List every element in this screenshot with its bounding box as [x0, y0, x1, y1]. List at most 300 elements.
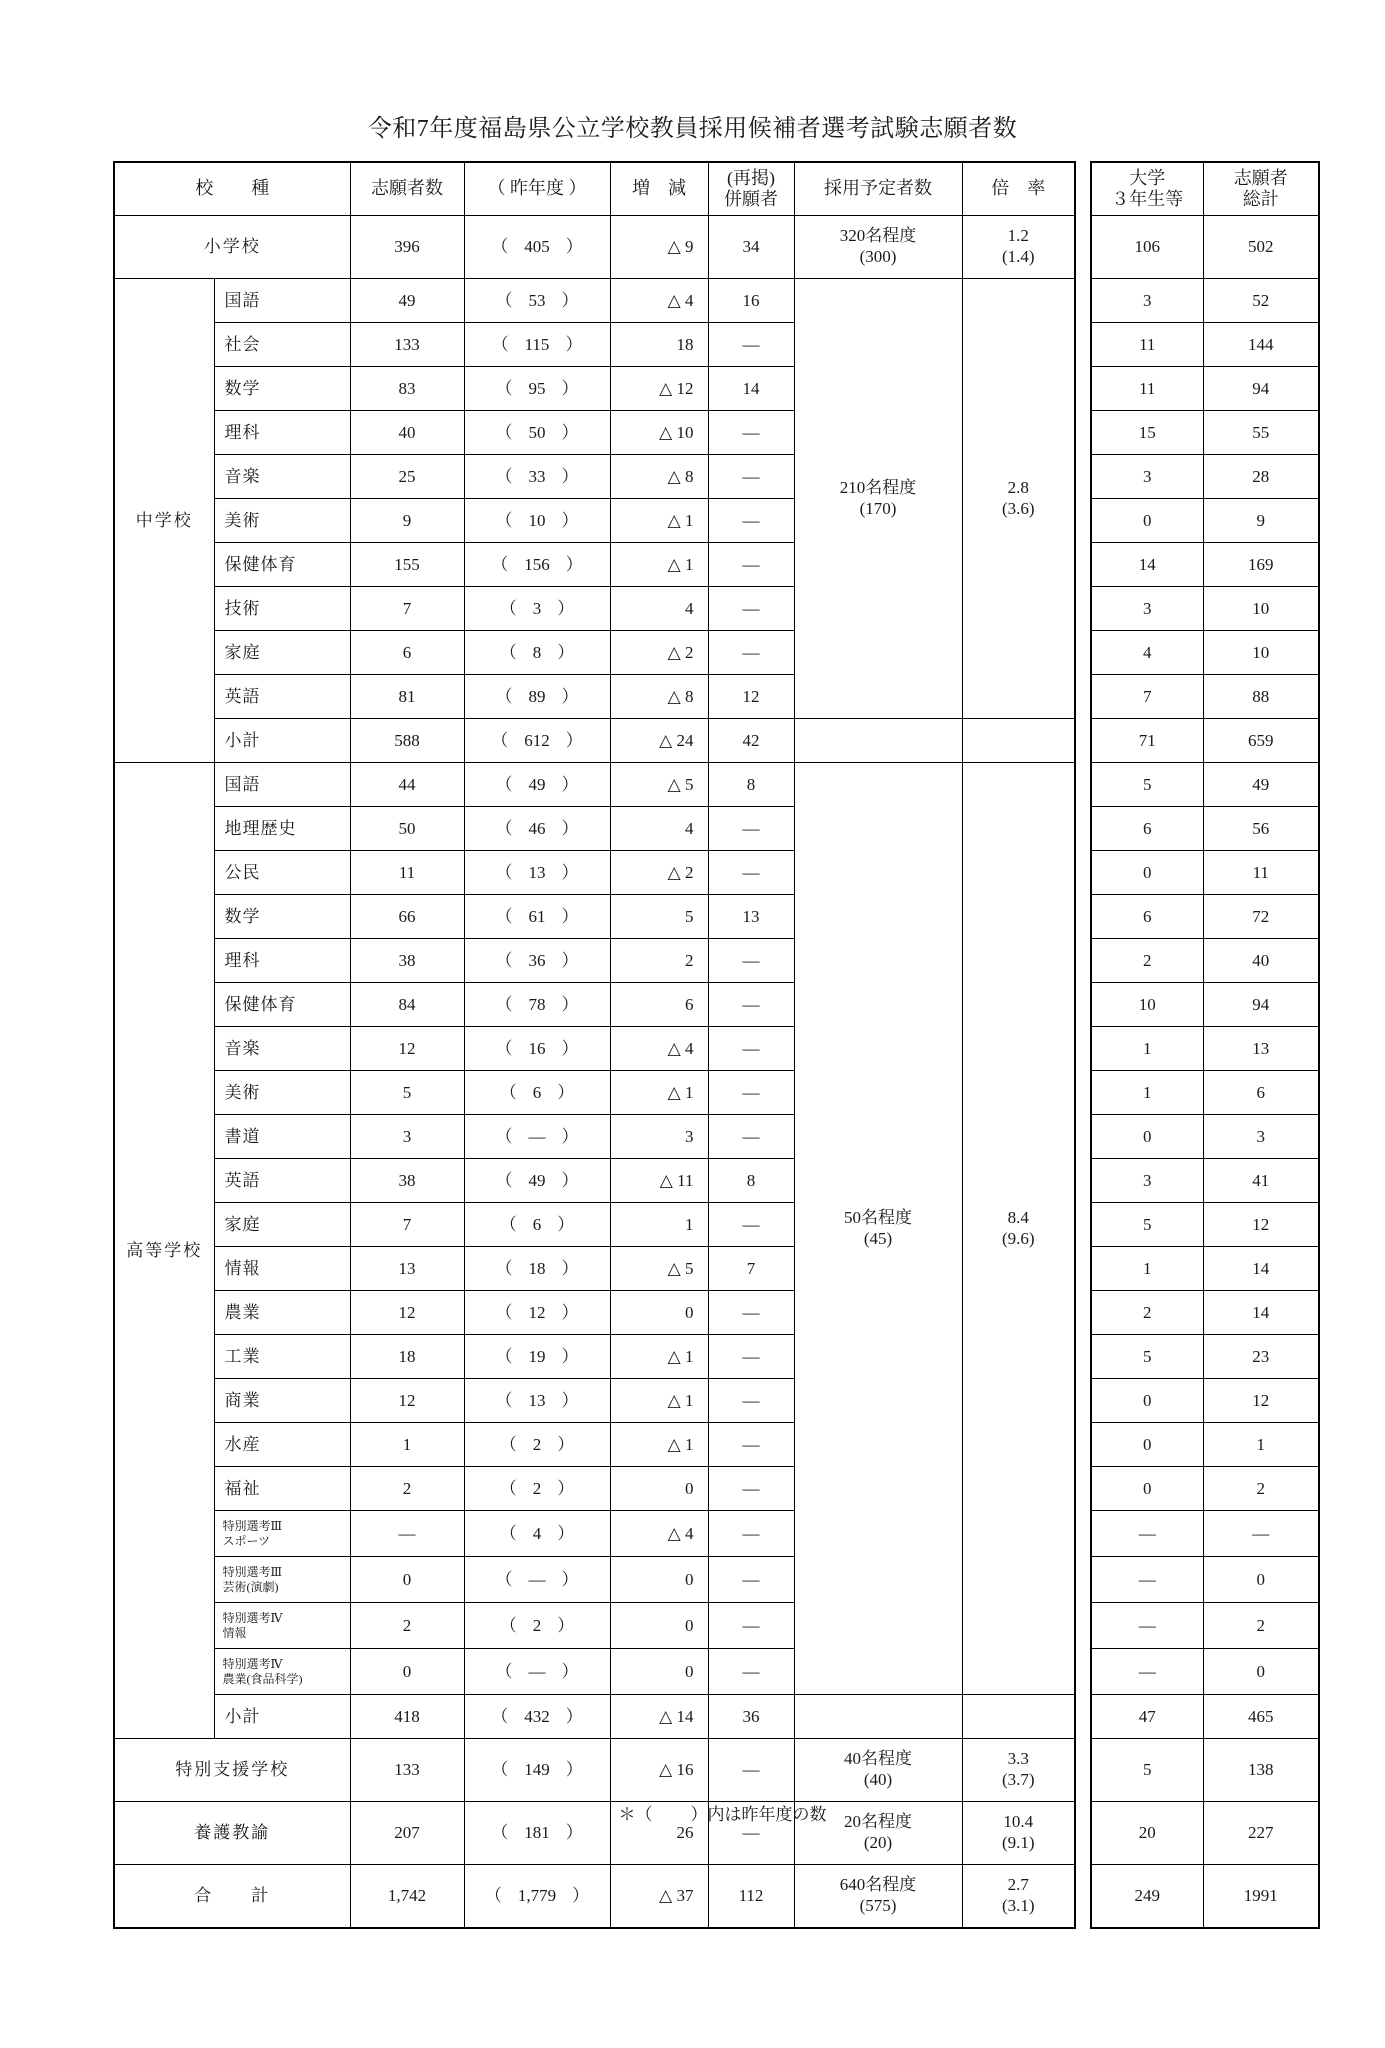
cell-previous-year: （ 405 ） [464, 216, 610, 279]
cell-previous-year: （ 89 ） [464, 675, 610, 719]
table-header-row [114, 162, 1075, 216]
cell-previous-year: （ 8 ） [464, 631, 610, 675]
side-table-row [1091, 411, 1319, 455]
cell-change: △ 10 [610, 411, 708, 455]
side-table-row [1091, 367, 1319, 411]
footnote-suffix: ）内は昨年度の数 [690, 1805, 827, 1824]
row-subject: 小計 [214, 1695, 350, 1739]
side-table-row [1091, 1027, 1319, 1071]
cell-change: 0 [610, 1649, 708, 1695]
cell-change: 26 [610, 1802, 708, 1865]
row-category-0: 小学校 [114, 216, 350, 279]
side-table-row [1091, 1203, 1319, 1247]
cell-grand-total: 49 [1203, 763, 1319, 807]
cell-university-3rd-year: 1 [1091, 1247, 1203, 1291]
cell-applicants: 81 [350, 675, 464, 719]
cell-university-3rd-year: 15 [1091, 411, 1203, 455]
side-table-row [1091, 1649, 1319, 1695]
side-header-row [1091, 162, 1319, 216]
row-subject: 音楽 [214, 1027, 350, 1071]
cell-applicants: 3 [350, 1115, 464, 1159]
cell-previous-year: （ 16 ） [464, 1027, 610, 1071]
cell-dual-applicants: — [708, 1027, 794, 1071]
side-table-row [1091, 499, 1319, 543]
row-subject: 特別選考Ⅳ 農業(食品科学) [214, 1649, 350, 1695]
cell-change: 3 [610, 1115, 708, 1159]
cell-dual-applicants: 8 [708, 1159, 794, 1203]
side-table-row [1091, 455, 1319, 499]
side-table-row [1091, 1291, 1319, 1335]
cell-previous-year: （ — ） [464, 1115, 610, 1159]
cell-grand-total: 12 [1203, 1379, 1319, 1423]
side-table-row [1091, 1557, 1319, 1603]
cell-ratio: 8.4 (9.6) [962, 763, 1075, 1695]
cell-applicants: 13 [350, 1247, 464, 1291]
cell-dual-applicants: 112 [708, 1865, 794, 1929]
cell-change: 1 [610, 1203, 708, 1247]
cell-previous-year: （ 50 ） [464, 411, 610, 455]
row-subject: 福祉 [214, 1467, 350, 1511]
cell-university-3rd-year: 47 [1091, 1695, 1203, 1739]
cell-dual-applicants: — [708, 1802, 794, 1865]
cell-grand-total: 55 [1203, 411, 1319, 455]
cell-previous-year: （ 33 ） [464, 455, 610, 499]
cell-change: 0 [610, 1467, 708, 1511]
footnote-prefix: ＊（ [618, 1805, 653, 1824]
cell-applicants: 66 [350, 895, 464, 939]
cell-grand-total: 14 [1203, 1291, 1319, 1335]
cell-grand-total: — [1203, 1511, 1319, 1557]
cell-university-3rd-year: 0 [1091, 1379, 1203, 1423]
cell-applicants: 133 [350, 323, 464, 367]
cell-grand-total: 52 [1203, 279, 1319, 323]
side-table-row [1091, 1467, 1319, 1511]
cell-applicants: 155 [350, 543, 464, 587]
row-subject: 水産 [214, 1423, 350, 1467]
cell-applicants: 6 [350, 631, 464, 675]
cell-grand-total: 23 [1203, 1335, 1319, 1379]
cell-grand-total: 13 [1203, 1027, 1319, 1071]
cell-change: 0 [610, 1603, 708, 1649]
side-table-row [1091, 851, 1319, 895]
cell-change: 4 [610, 587, 708, 631]
cell-grand-total: 2 [1203, 1467, 1319, 1511]
cell-university-3rd-year: 5 [1091, 1335, 1203, 1379]
row-subject: 技術 [214, 587, 350, 631]
cell-previous-year: （ 3 ） [464, 587, 610, 631]
row-subject: 家庭 [214, 631, 350, 675]
cell-ratio: 10.4 (9.1) [962, 1802, 1075, 1865]
cell-university-3rd-year: 11 [1091, 323, 1203, 367]
cell-applicants: 1,742 [350, 1865, 464, 1929]
side-table-row [1091, 587, 1319, 631]
cell-grand-total: 1 [1203, 1423, 1319, 1467]
cell-planned-hires: 50名程度 (45) [794, 763, 962, 1695]
cell-applicants: 396 [350, 216, 464, 279]
cell-applicants: 2 [350, 1603, 464, 1649]
side-table-row [1091, 1247, 1319, 1291]
side-table-row [1091, 895, 1319, 939]
cell-applicants: 38 [350, 939, 464, 983]
row-subject: 工業 [214, 1335, 350, 1379]
cell-dual-applicants: 36 [708, 1695, 794, 1739]
cell-change: △ 1 [610, 1335, 708, 1379]
side-table-row [1091, 1159, 1319, 1203]
row-subject: 数学 [214, 895, 350, 939]
cell-applicants: 418 [350, 1695, 464, 1739]
cell-applicants: 38 [350, 1159, 464, 1203]
cell-applicants: 588 [350, 719, 464, 763]
side-table-row [1091, 719, 1319, 763]
cell-dual-applicants: 42 [708, 719, 794, 763]
cell-previous-year: （ 2 ） [464, 1467, 610, 1511]
cell-grand-total: 88 [1203, 675, 1319, 719]
cell-grand-total: 138 [1203, 1739, 1319, 1802]
cell-previous-year: （ 78 ） [464, 983, 610, 1027]
applicant-statistics-table-wrapper [113, 161, 1320, 1929]
cell-planned-hires: 640名程度 (575) [794, 1865, 962, 1929]
cell-previous-year: （ 115 ） [464, 323, 610, 367]
row-subject: 商業 [214, 1379, 350, 1423]
cell-university-3rd-year: 3 [1091, 587, 1203, 631]
cell-applicants: 12 [350, 1027, 464, 1071]
cell-grand-total: 72 [1203, 895, 1319, 939]
row-subject: 家庭 [214, 1203, 350, 1247]
cell-university-3rd-year: 3 [1091, 279, 1203, 323]
side-table-row [1091, 939, 1319, 983]
side-table-row [1091, 1603, 1319, 1649]
side-table-row [1091, 279, 1319, 323]
header-change: 増 減 [610, 162, 708, 216]
side-table-row [1091, 543, 1319, 587]
cell-previous-year: （ 156 ） [464, 543, 610, 587]
cell-previous-year: （ — ） [464, 1649, 610, 1695]
cell-change: △ 8 [610, 455, 708, 499]
cell-ratio: 1.2 (1.4) [962, 216, 1075, 279]
header-previous-year: （ 昨年度 ） [464, 162, 610, 216]
cell-applicants: 1 [350, 1423, 464, 1467]
cell-change: △ 12 [610, 367, 708, 411]
row-subject: 特別選考Ⅲ 芸術(演劇) [214, 1557, 350, 1603]
row-subject: 農業 [214, 1291, 350, 1335]
cell-university-3rd-year: 0 [1091, 1423, 1203, 1467]
cell-ratio: 2.8 (3.6) [962, 279, 1075, 719]
cell-dual-applicants: — [708, 1603, 794, 1649]
cell-change: 6 [610, 983, 708, 1027]
cell-change: △ 4 [610, 1511, 708, 1557]
cell-applicants: 84 [350, 983, 464, 1027]
cell-previous-year: （ 149 ） [464, 1739, 610, 1802]
cell-previous-year: （ 12 ） [464, 1291, 610, 1335]
cell-change: △ 1 [610, 1071, 708, 1115]
side-table-row [1091, 763, 1319, 807]
side-table-row [1091, 1115, 1319, 1159]
cell-dual-applicants: — [708, 1739, 794, 1802]
cell-change: 18 [610, 323, 708, 367]
header-planned-hires: 採用予定者数 [794, 162, 962, 216]
cell-previous-year: （ 10 ） [464, 499, 610, 543]
cell-grand-total: 0 [1203, 1649, 1319, 1695]
side-table-row [1091, 983, 1319, 1027]
table-row [114, 1695, 1075, 1739]
cell-dual-applicants: — [708, 1335, 794, 1379]
cell-change: △ 4 [610, 1027, 708, 1071]
side-table-row [1091, 1423, 1319, 1467]
cell-change: △ 5 [610, 763, 708, 807]
cell-grand-total: 10 [1203, 631, 1319, 675]
cell-dual-applicants: — [708, 1511, 794, 1557]
cell-dual-applicants: — [708, 411, 794, 455]
side-statistics-table [1090, 161, 1320, 1929]
header-university-3rd-year: 大学 ３年生等 [1091, 162, 1203, 216]
row-category-2: 高等学校 [114, 763, 214, 1739]
cell-change: △ 1 [610, 1423, 708, 1467]
side-table-row [1091, 1071, 1319, 1115]
cell-grand-total: 12 [1203, 1203, 1319, 1247]
cell-university-3rd-year: 14 [1091, 543, 1203, 587]
row-subject: 音楽 [214, 455, 350, 499]
cell-change: △ 2 [610, 851, 708, 895]
cell-dual-applicants: — [708, 455, 794, 499]
cell-change: △ 37 [610, 1865, 708, 1929]
cell-university-3rd-year: 0 [1091, 499, 1203, 543]
cell-university-3rd-year: 2 [1091, 939, 1203, 983]
cell-dual-applicants: — [708, 939, 794, 983]
cell-dual-applicants: 34 [708, 216, 794, 279]
side-table-row [1091, 1511, 1319, 1557]
cell-previous-year: （ 61 ） [464, 895, 610, 939]
cell-dual-applicants: 7 [708, 1247, 794, 1291]
row-subject: 地理歴史 [214, 807, 350, 851]
cell-change: △ 2 [610, 631, 708, 675]
cell-grand-total: 144 [1203, 323, 1319, 367]
header-ratio: 倍 率 [962, 162, 1075, 216]
cell-university-3rd-year: 71 [1091, 719, 1203, 763]
header-dual-applicants: (再掲) 併願者 [708, 162, 794, 216]
row-category-1: 中学校 [114, 279, 214, 763]
cell-university-3rd-year: — [1091, 1603, 1203, 1649]
row-subject: 理科 [214, 939, 350, 983]
cell-grand-total: 9 [1203, 499, 1319, 543]
cell-change: △ 1 [610, 1379, 708, 1423]
page-title: 令和7年度福島県公立学校教員採用候補者選考試験志願者数 [367, 116, 1018, 142]
cell-university-3rd-year: 11 [1091, 367, 1203, 411]
cell-planned-hires: 20名程度 (20) [794, 1802, 962, 1865]
cell-ratio-empty [962, 1695, 1075, 1739]
cell-applicants: 0 [350, 1649, 464, 1695]
cell-university-3rd-year: — [1091, 1649, 1203, 1695]
cell-university-3rd-year: 3 [1091, 1159, 1203, 1203]
cell-ratio: 3.3 (3.7) [962, 1739, 1075, 1802]
cell-applicants: 0 [350, 1557, 464, 1603]
cell-change: △ 9 [610, 216, 708, 279]
cell-dual-applicants: — [708, 1423, 794, 1467]
cell-university-3rd-year: — [1091, 1511, 1203, 1557]
row-subject: 小計 [214, 719, 350, 763]
cell-previous-year: （ 6 ） [464, 1203, 610, 1247]
cell-previous-year: （ 19 ） [464, 1335, 610, 1379]
table-row [114, 719, 1075, 763]
side-table-row [1091, 631, 1319, 675]
cell-planned-hires: 40名程度 (40) [794, 1739, 962, 1802]
row-category-4: 養護教諭 [114, 1802, 350, 1865]
cell-university-3rd-year: 5 [1091, 1739, 1203, 1802]
cell-grand-total: 0 [1203, 1557, 1319, 1603]
cell-grand-total: 94 [1203, 983, 1319, 1027]
cell-applicants: 25 [350, 455, 464, 499]
cell-planned-hires-empty [794, 1695, 962, 1739]
cell-dual-applicants: — [708, 631, 794, 675]
row-subject: 理科 [214, 411, 350, 455]
cell-applicants: 7 [350, 587, 464, 631]
cell-applicants: 49 [350, 279, 464, 323]
cell-change: 0 [610, 1557, 708, 1603]
cell-applicants: 50 [350, 807, 464, 851]
main-statistics-table [113, 161, 1076, 1929]
cell-previous-year: （ 13 ） [464, 1379, 610, 1423]
cell-dual-applicants: — [708, 499, 794, 543]
cell-change: △ 8 [610, 675, 708, 719]
cell-dual-applicants: — [708, 851, 794, 895]
cell-grand-total: 56 [1203, 807, 1319, 851]
table-row [114, 279, 1075, 323]
cell-university-3rd-year: 1 [1091, 1071, 1203, 1115]
cell-applicants: 12 [350, 1379, 464, 1423]
cell-grand-total: 659 [1203, 719, 1319, 763]
side-table-row [1091, 1695, 1319, 1739]
row-category-5: 合 計 [114, 1865, 350, 1929]
cell-university-3rd-year: 7 [1091, 675, 1203, 719]
row-subject: 英語 [214, 675, 350, 719]
cell-university-3rd-year: — [1091, 1557, 1203, 1603]
row-subject: 美術 [214, 1071, 350, 1115]
cell-university-3rd-year: 0 [1091, 1115, 1203, 1159]
cell-change: 5 [610, 895, 708, 939]
cell-applicants: 2 [350, 1467, 464, 1511]
cell-grand-total: 3 [1203, 1115, 1319, 1159]
cell-dual-applicants: 8 [708, 763, 794, 807]
row-subject: 国語 [214, 763, 350, 807]
cell-planned-hires: 210名程度 (170) [794, 279, 962, 719]
row-subject: 書道 [214, 1115, 350, 1159]
row-subject: 特別選考Ⅳ 情報 [214, 1603, 350, 1649]
side-table-row [1091, 1739, 1319, 1802]
cell-grand-total: 465 [1203, 1695, 1319, 1739]
header-applicants: 志願者数 [350, 162, 464, 216]
side-table-row [1091, 675, 1319, 719]
cell-grand-total: 10 [1203, 587, 1319, 631]
cell-previous-year: （ 181 ） [464, 1802, 610, 1865]
cell-previous-year: （ 36 ） [464, 939, 610, 983]
cell-change: △ 16 [610, 1739, 708, 1802]
row-subject: 保健体育 [214, 543, 350, 587]
row-subject: 数学 [214, 367, 350, 411]
cell-previous-year: （ 46 ） [464, 807, 610, 851]
cell-change: △ 11 [610, 1159, 708, 1203]
cell-university-3rd-year: 0 [1091, 851, 1203, 895]
cell-grand-total: 41 [1203, 1159, 1319, 1203]
table-row [114, 1739, 1075, 1802]
row-subject: 英語 [214, 1159, 350, 1203]
cell-change: 0 [610, 1291, 708, 1335]
cell-grand-total: 94 [1203, 367, 1319, 411]
cell-grand-total: 6 [1203, 1071, 1319, 1115]
cell-applicants: 207 [350, 1802, 464, 1865]
cell-previous-year: （ 1,779 ） [464, 1865, 610, 1929]
cell-previous-year: （ 18 ） [464, 1247, 610, 1291]
cell-change: 2 [610, 939, 708, 983]
cell-applicants: 7 [350, 1203, 464, 1247]
cell-previous-year: （ 6 ） [464, 1071, 610, 1115]
side-table-row [1091, 1379, 1319, 1423]
table-row [114, 216, 1075, 279]
cell-previous-year: （ 13 ） [464, 851, 610, 895]
cell-change: △ 4 [610, 279, 708, 323]
cell-applicants: 83 [350, 367, 464, 411]
cell-dual-applicants: — [708, 1467, 794, 1511]
cell-previous-year: （ — ） [464, 1557, 610, 1603]
cell-university-3rd-year: 10 [1091, 983, 1203, 1027]
cell-previous-year: （ 95 ） [464, 367, 610, 411]
cell-applicants: 40 [350, 411, 464, 455]
cell-ratio: 2.7 (3.1) [962, 1865, 1075, 1929]
row-category-3: 特別支援学校 [114, 1739, 350, 1802]
cell-dual-applicants: — [708, 587, 794, 631]
cell-grand-total: 502 [1203, 216, 1319, 279]
cell-dual-applicants: 12 [708, 675, 794, 719]
cell-dual-applicants: — [708, 1203, 794, 1247]
cell-applicants: — [350, 1511, 464, 1557]
cell-grand-total: 40 [1203, 939, 1319, 983]
cell-applicants: 133 [350, 1739, 464, 1802]
cell-dual-applicants: — [708, 1557, 794, 1603]
cell-dual-applicants: — [708, 1649, 794, 1695]
cell-dual-applicants: — [708, 323, 794, 367]
cell-previous-year: （ 612 ） [464, 719, 610, 763]
cell-change: △ 24 [610, 719, 708, 763]
cell-university-3rd-year: 1 [1091, 1027, 1203, 1071]
cell-dual-applicants: — [708, 1115, 794, 1159]
footnote [0, 1800, 1385, 1825]
cell-previous-year: （ 2 ） [464, 1603, 610, 1649]
cell-grand-total: 227 [1203, 1802, 1319, 1865]
cell-grand-total: 11 [1203, 851, 1319, 895]
cell-previous-year: （ 2 ） [464, 1423, 610, 1467]
side-table-row [1091, 323, 1319, 367]
cell-university-3rd-year: 20 [1091, 1802, 1203, 1865]
side-table-row [1091, 1865, 1319, 1929]
cell-dual-applicants: 14 [708, 367, 794, 411]
cell-previous-year: （ 4 ） [464, 1511, 610, 1557]
cell-dual-applicants: — [708, 1291, 794, 1335]
table-row [114, 763, 1075, 807]
cell-grand-total: 1991 [1203, 1865, 1319, 1929]
cell-dual-applicants: 16 [708, 279, 794, 323]
cell-applicants: 5 [350, 1071, 464, 1115]
cell-dual-applicants: — [708, 983, 794, 1027]
side-table-row [1091, 1335, 1319, 1379]
cell-applicants: 11 [350, 851, 464, 895]
row-subject: 特別選考Ⅲ スポーツ [214, 1511, 350, 1557]
row-subject: 国語 [214, 279, 350, 323]
cell-dual-applicants: 13 [708, 895, 794, 939]
cell-university-3rd-year: 4 [1091, 631, 1203, 675]
cell-change: △ 1 [610, 499, 708, 543]
cell-change: △ 5 [610, 1247, 708, 1291]
cell-change: 4 [610, 807, 708, 851]
cell-university-3rd-year: 249 [1091, 1865, 1203, 1929]
side-table-row [1091, 807, 1319, 851]
